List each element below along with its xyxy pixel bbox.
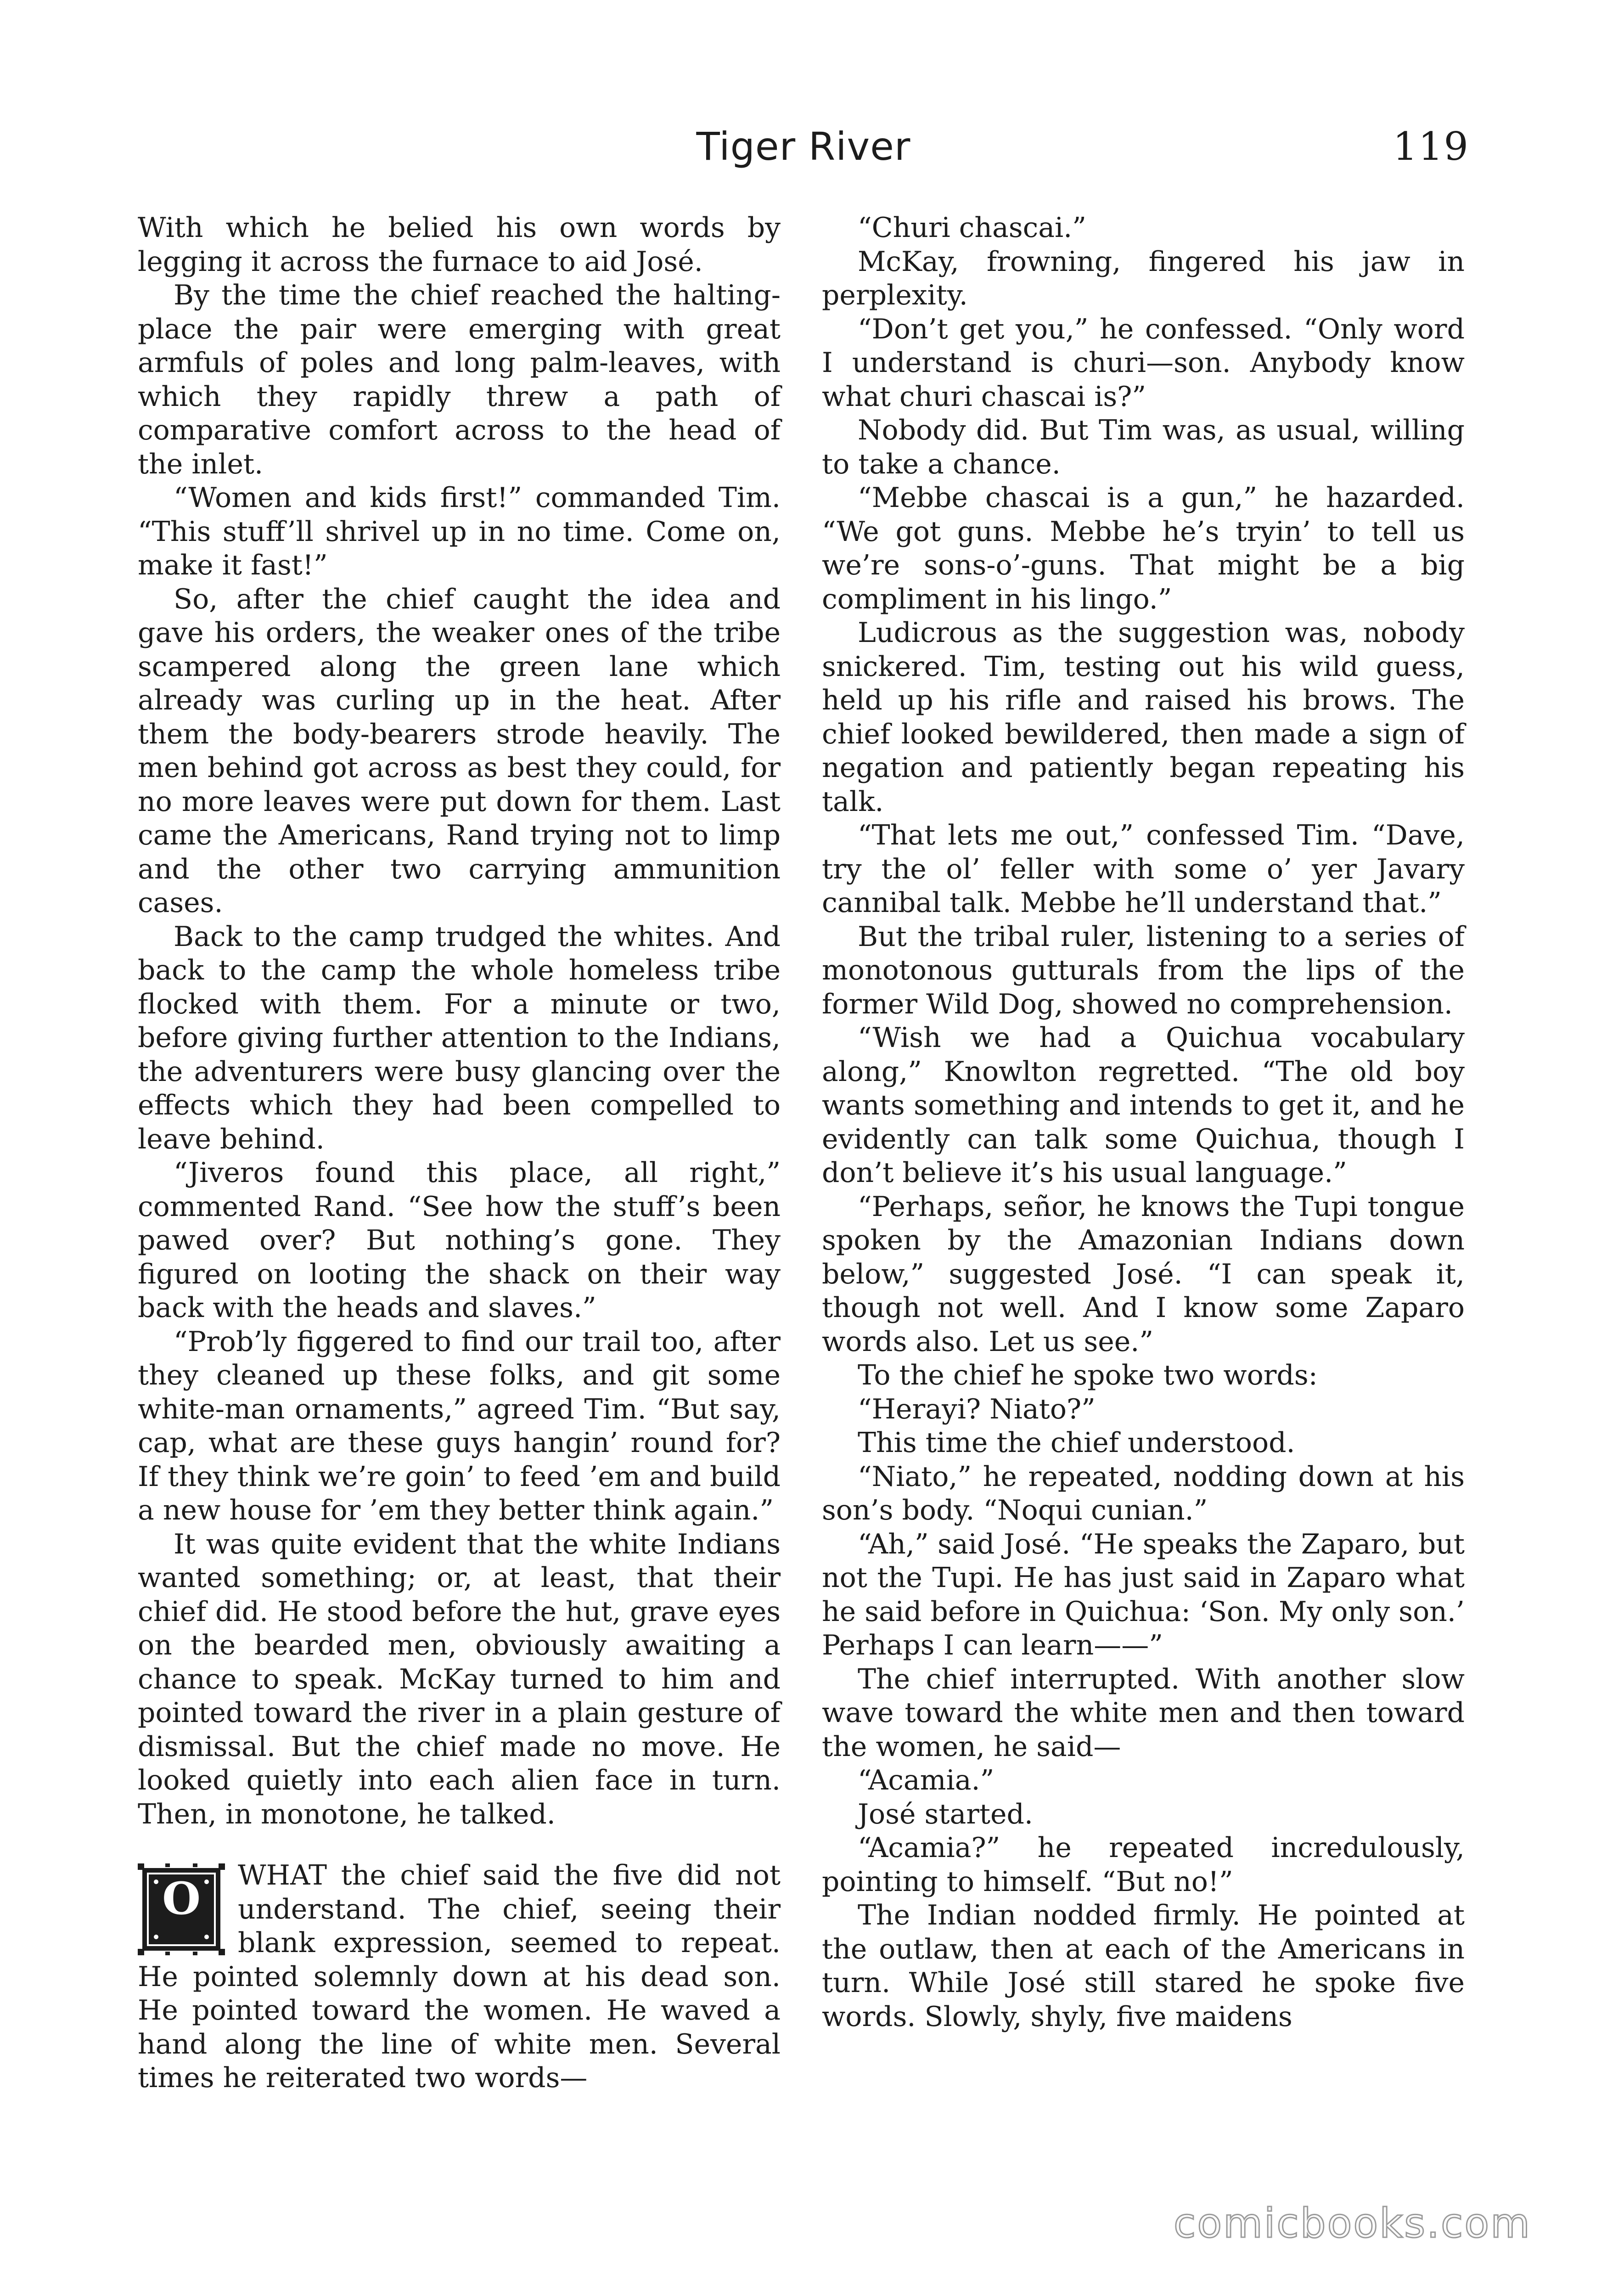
paragraph: “Mebbe chascai is a gun,” he hazarded. “We got guns. Mebbe he’s tryin’ to tell us we’re sons-o’-guns. That might be a big compliment in his lingo.”	[822, 482, 1465, 615]
paragraph: To the chief he spoke two words:	[858, 1359, 1318, 1391]
paragraph: Back to the camp trudged the whites. And back to the camp the whole homeless tribe flocked with them. For a minute or two, before giving further attention to the Indians, the adventurers were busy glancing over the effects which they had been compelled to leave behind.	[138, 920, 781, 1155]
paragraph: Nobody did. But Tim was, as usual, willing to take a chance.	[822, 414, 1465, 480]
dropcap-letter: O	[162, 1873, 201, 1925]
running-title: Tiger River	[696, 124, 911, 169]
paragraph: “Wish we had a Quichua vocabulary along,” Knowlton regretted. “The old boy wants something and intends to get it, and he evidently can talk some Quichua, though I don’t believe it’s his usual language.”	[822, 1022, 1465, 1189]
paragraph: By the time the chief reached the halting-place the pair were emerging with great armfuls of poles and long palm-leaves, with which they rapidly threw a path of comparative comfort across to the head of the inlet.	[138, 279, 781, 480]
paragraph: “Perhaps, señor, he knows the Tupi tongue spoken by the Amazonian Indians down below,” suggested José. “I can speak it, though not well. And I know some Zaparo words also. Let us see.”	[822, 1190, 1465, 1358]
right-column	[822, 211, 1465, 2034]
paragraph: “Prob’ly figgered to find our trail too, after they cleaned up these folks, and git some white-man ornaments,” agreed Tim. “But say, cap, what are these guys hangin’ round for? If they think we’re goin’ to feed ’em and build a new house for ’em they better think again.”	[138, 1325, 781, 1526]
paragraph: With which he belied his own words by legging it across the furnace to aid José.	[138, 212, 781, 278]
paragraph: “Herayi? Niato?”	[858, 1393, 1096, 1425]
page-header	[138, 124, 1469, 197]
paragraph: Ludicrous as the suggestion was, nobody snickered. Tim, testing out his wild guess, held up his rifle and raised his brows. The chief looked bewildered, then made a sign of negation and patiently began repeating his talk.	[822, 617, 1465, 818]
left-column	[138, 211, 781, 2095]
paragraph: “Women and kids first!” commanded Tim. “This stuff’ll shrivel up in no time. Come on, make it fast!”	[138, 482, 781, 581]
paragraph: “Ah,” said José. “He speaks the Zaparo, but not the Tupi. He has just said in Zaparo what he said before in Quichua: ‘Son. My only son.’ Perhaps I can learn——”	[822, 1528, 1465, 1661]
paragraph: “That lets me out,” confessed Tim. “Dave, try the ol’ feller with some o’ yer Javary cannibal talk. Mebbe he’ll understand that.”	[822, 819, 1465, 919]
ornamental-dropcap	[138, 1863, 225, 1955]
paragraph: “Churi chascai.”	[858, 212, 1086, 244]
section-break	[138, 1831, 781, 1859]
page-number: 119	[1393, 124, 1469, 169]
paragraph: So, after the chief caught the idea and gave his orders, the weaker ones of the tribe scampered along the green lane which already was curling up in the heat. After them the body-bearers strode heavily. The men behind got across as best they could, for no more leaves were put down for them. Last came the Americans, Rand trying not to limp and the other two carrying ammunition cases.	[138, 583, 781, 919]
dropcap-paragraph-text: WHAT the chief said the five did not understand. The chief, seeing their blank expression, seemed to repeat. He pointed solemnly down at his dead son. He pointed toward the women. He waved a hand along the line of white men. Several times he reiterated two words—	[138, 1859, 781, 2094]
paragraph: José started.	[858, 1798, 1034, 1830]
paragraph: It was quite evident that the white Indians wanted something; or, at least, that their chief did. He stood before the hut, grave eyes on the bearded men, obviously awaiting a chance to speak. McKay turned to him and pointed toward the river in a plain gesture of dismissal. But the chief made no move. He looked quietly into each alien face in turn. Then, in monotone, he talked.	[138, 1528, 781, 1830]
paragraph: “Don’t get you,” he confessed. “Only word I understand is churi—son. Anybody know what churi chascai is?”	[822, 313, 1465, 413]
paragraph: This time the chief understood.	[858, 1427, 1295, 1459]
paragraph: McKay, frowning, fingered his jaw in perplexity.	[822, 245, 1465, 311]
paragraph: The chief interrupted. With another slow wave toward the white men and then toward the women, he said—	[822, 1663, 1465, 1763]
paragraph: The Indian nodded firmly. He pointed at the outlaw, then at each of the Americans in turn. While José still stared he spoke five words. Slowly, shyly, five maidens	[822, 1899, 1465, 2033]
paragraph: “Acamia.”	[858, 1764, 995, 1796]
paragraph: “Acamia?” he repeated incredulously, pointing to himself. “But no!”	[822, 1832, 1465, 1898]
paragraph: But the tribal ruler, listening to a series of monotonous gutturals from the lips of the former Wild Dog, showed no comprehension.	[822, 920, 1465, 1020]
paragraph: “Niato,” he repeated, nodding down at his son’s body. “Noqui cunian.”	[822, 1460, 1465, 1526]
dropcap-paragraph	[138, 1859, 781, 2095]
paragraph: “Jiveros found this place, all right,” commented Rand. “See how the stuff’s been pawed over? But nothing’s gone. They figured on looting the shack on their way back with the heads and slaves.”	[138, 1157, 781, 1324]
watermark: comicbooks.com	[1173, 2200, 1531, 2247]
